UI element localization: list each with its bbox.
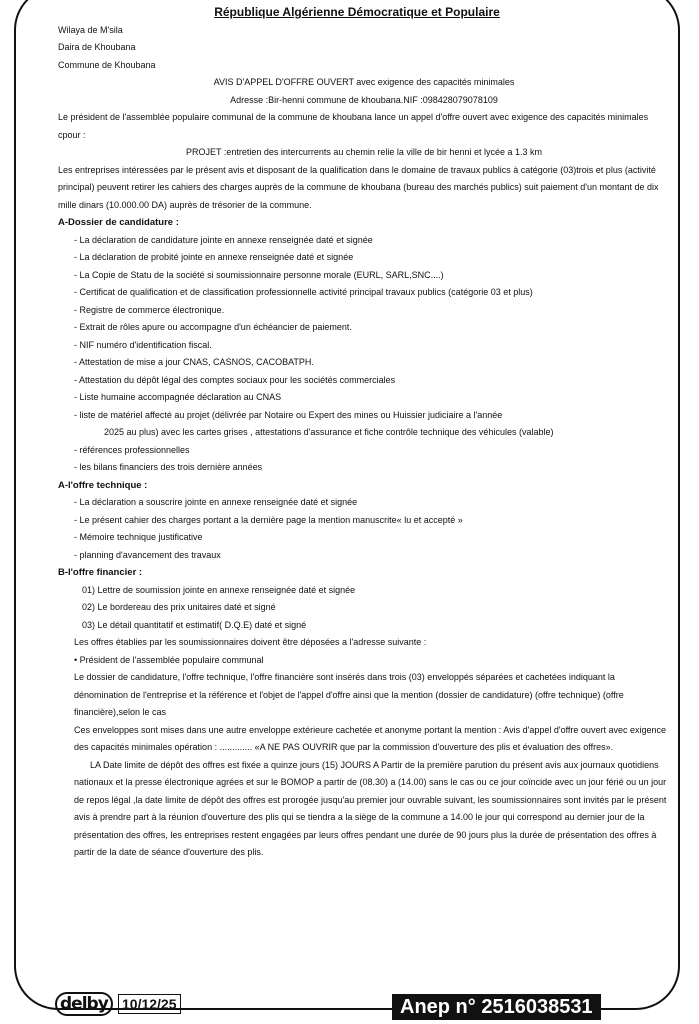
section-a-list (58, 232, 670, 477)
republic-title: République Algérienne Démocratique et Populaire (214, 5, 500, 19)
list-item: 02) Le bordereau des prix unitaires daté et signé (82, 602, 276, 612)
section-b-heading: B-l'offre financier : (58, 567, 143, 578)
list-item: - Certificat de qualification et de classification professionnelle activité principal travaux publics (catégorie 03 et plus) (74, 287, 533, 297)
list-item: - Attestation du dépôt légal des comptes sociaux pour les sociétés commerciales (74, 374, 396, 385)
avis-title: AVIS D'APPEL D'OFFRE OUVERT avec exigence des capacités minimales (213, 77, 515, 87)
footer (0, 988, 699, 1024)
section-technique-list (58, 494, 670, 564)
dossier-paragraph: Le dossier de candidature, l'offre technique, l'offre financière sont insérés dans trois (03) enveloppés séparées et cachetées indiquant la dénomination de l'entreprise et la référence et l'objet de l'appel d'offre ainsi que la mention (dossier de candidature) (offre technique) (offre financière),selon le cas (74, 672, 624, 717)
anep-number: Anep n° 2516038531 (392, 994, 601, 1020)
list-item: - La déclaration de probité jointe en annexe renseignée daté et signée (74, 252, 354, 262)
entreprises-paragraph: Les entreprises intéressées par le présent avis et disposant de la qualification dans le domaine de travaux publics à catégorie (03)trois et plus (activité principal) peuvent retirer les cahiers des charges auprès de la commune de khoubana (bureau des marchés publics) suit paiement d'un montant de dix mille dinars (10.000.00 DA) auprès de trésorier de la commune. (58, 164, 659, 210)
section-technique-heading: A-l'offre technique : (58, 479, 148, 491)
daira-line: Daira de Khoubana (58, 42, 136, 52)
president-line: • Président de l'assemblée populaire communal (74, 654, 264, 665)
intro-paragraph: Le président de l'assemblée populaire communal de la commune de khoubana lance un appel d'offre ouvert avec exigence des capacités minimales cpour : (58, 112, 649, 140)
list-item: - La Copie de Statu de la société si soumissionnaire personne morale (EURL, SARL,SNC....) (74, 269, 444, 280)
list-item: 03) Le détail quantitatif et estimatif( D.Q.E) daté et signé (82, 619, 307, 630)
enveloppe-paragraph: Ces enveloppes sont mises dans une autre enveloppe extérieure cachetée et anonyme portant la mention : Avis d'appel d'offre ouvert avec exigence des capacités minimales opération : ............. «A NE PAS OUVRIR que par la commission d'ouverture des plis et évaluation des offres». (74, 724, 666, 752)
section-a-heading: A-Dossier de candidature : (58, 217, 179, 228)
list-item: - La déclaration de candidature jointe en annexe renseignée daté et signée (74, 234, 373, 245)
list-item: 01) Lettre de soumission jointe en annexe renseignée daté et signée (82, 584, 356, 595)
list-item: - planning d'avancement des travaux (74, 549, 221, 560)
list-item: 2025 au plus) avec les cartes grises , attestations d'assurance et fiche contrôle technique des véhicules (valable) (104, 427, 554, 437)
section-b-list (58, 582, 670, 635)
projet-line: PROJET :entretien des intercurrents au chemin relie la ville de bir henni et lycée a 1.3 km (185, 147, 542, 157)
list-item: - Attestation de mise a jour CNAS, CASNOS, CACOBATPH. (74, 357, 314, 367)
list-item: - Liste humaine accompagnée déclaration au CNAS (74, 392, 282, 402)
wilaya-line: Wilaya de M'sila (58, 24, 123, 35)
commune-line: Commune de Khoubana (58, 59, 156, 70)
date-limite-paragraph: LA Date limite de dépôt des offres est fixée a quinze jours (15) JOURS A Partir de la première parution du présent avis aux journaux quotidiens nationaux et la presse électronique agrées et sur le BOMOP a partir de (08.30) a (14.00) sans le cas ou ce jour coïncide avec un jour férié ou un jour de repos légal ,la date limite de dépôt des offres est prorogée jusqu'au premier jour ouvrable suivant, les soumissionnaires sont invités par le présent avis à prendre part à la réunion d'ouverture des plis qui se tiendra a la siège de la commune a 14.00 le jour qui correspond au dernier jour de la présentation des offres, les entreprises restent engagées par leurs offres pendant une durée de 90 jours plus la durée de présentation des offres à partir de la date de séance d'ouverture des plis. (74, 759, 667, 857)
list-item: - références professionnelles (74, 444, 190, 455)
list-item: - liste de matériel affecté au projet (délivrée par Notaire ou Expert des mines ou Huissier judiciaire a l'année (74, 409, 503, 420)
publication-date: 10/12/25 (118, 994, 181, 1014)
list-item: - les bilans financiers des trois dernière années (74, 462, 263, 472)
list-item: - La déclaration a souscrire jointe en annexe renseignée daté et signée (74, 497, 358, 507)
depot-line: Les offres établies par les soumissionnaires doivent être déposées a l'adresse suivante : (74, 637, 427, 647)
list-item: - NIF numéro d'identification fiscal. (74, 339, 212, 350)
list-item: - Extrait de rôles apure ou accompagne d'un échéancier de paiement. (74, 322, 352, 332)
list-item: - Registre de commerce électronique. (74, 304, 225, 315)
list-item: - Le présent cahier des charges portant a la dernière page la mention manuscrite« lu et accepté » (74, 514, 463, 525)
adresse-line: Adresse :Bir-henni commune de khoubana.NIF :098428079078109 (230, 94, 498, 105)
address-block (58, 22, 670, 75)
delby-logo: delby (55, 992, 113, 1016)
notice-document (58, 4, 670, 862)
list-item: - Mémoire technique justificative (74, 532, 203, 542)
